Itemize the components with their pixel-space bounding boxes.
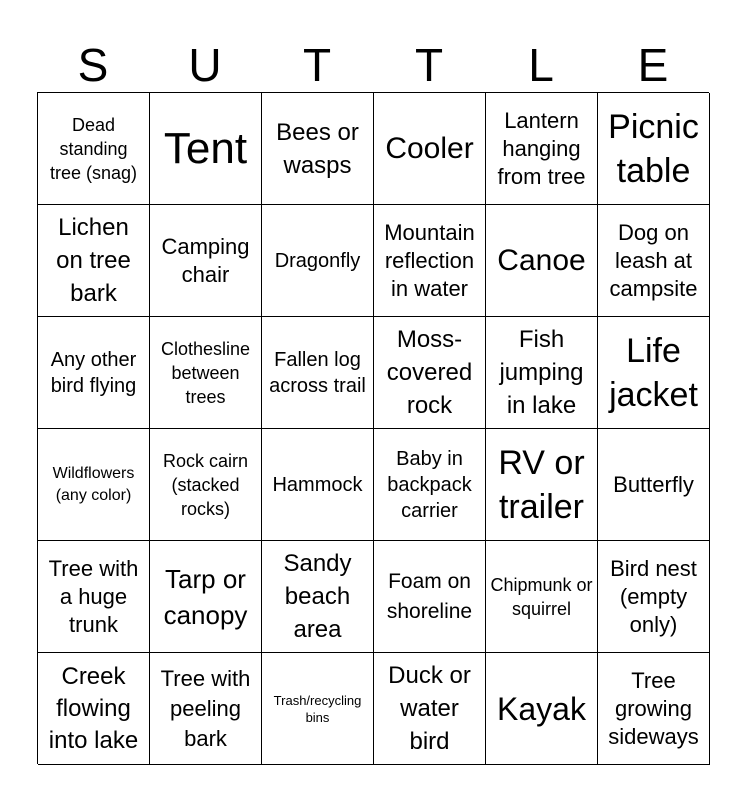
cell-text: Mountain reflection in water	[384, 219, 475, 301]
cell-text: Any other bird flying	[50, 348, 137, 397]
cell-text: Fish jumping in lake	[499, 326, 584, 419]
bingo-cell[interactable]	[598, 205, 710, 317]
header-letter: U	[188, 39, 222, 91]
header-letter: E	[637, 39, 669, 91]
cell-text: Baby in backpack carrier	[387, 447, 472, 522]
cell-text: Wildflowers (any color)	[52, 464, 135, 504]
cell-text: Trash/recycling bins	[273, 692, 362, 725]
bingo-cell[interactable]	[38, 653, 150, 765]
bingo-cell[interactable]	[262, 205, 374, 317]
header-letter: T	[302, 39, 332, 91]
cell-text: Lantern hanging from tree	[497, 107, 586, 189]
cell-text: Life jacket	[609, 331, 698, 414]
cell-text: Tree with a huge trunk	[48, 555, 139, 637]
cell-text: Foam on shoreline	[386, 569, 473, 623]
bingo-cell[interactable]	[262, 429, 374, 541]
header-letter: S	[77, 39, 109, 91]
bingo-cell[interactable]	[262, 541, 374, 653]
bingo-cell[interactable]	[598, 93, 710, 205]
cell-text: Butterfly	[613, 471, 694, 497]
bingo-cell[interactable]	[598, 429, 710, 541]
bingo-cell[interactable]	[598, 541, 710, 653]
bingo-cell[interactable]	[150, 93, 262, 205]
cell-text: Bees or wasps	[276, 118, 359, 179]
cell-text: Picnic table	[608, 107, 699, 190]
bingo-cell[interactable]	[486, 541, 598, 653]
bingo-cell[interactable]	[150, 429, 262, 541]
cell-text: Moss-covered rock	[386, 326, 473, 419]
bingo-cell[interactable]	[150, 541, 262, 653]
bingo-cell[interactable]	[374, 653, 486, 765]
cell-text: Chipmunk or squirrel	[490, 574, 593, 619]
bingo-cell[interactable]	[38, 317, 150, 429]
bingo-cell[interactable]	[486, 93, 598, 205]
cell-text: Lichen on tree bark	[56, 214, 131, 307]
bingo-grid	[37, 92, 709, 764]
bingo-cell[interactable]	[374, 317, 486, 429]
bingo-cell[interactable]	[486, 317, 598, 429]
bingo-cell[interactable]	[486, 653, 598, 765]
cell-text: Camping chair	[161, 233, 250, 287]
cell-text: Dragonfly	[274, 249, 361, 272]
bingo-cell[interactable]	[374, 541, 486, 653]
bingo-cell[interactable]	[38, 93, 150, 205]
cell-text: Tree growing sideways	[608, 667, 699, 749]
bingo-cell[interactable]	[150, 653, 262, 765]
cell-text: Sandy beach area	[283, 550, 352, 643]
bingo-cell[interactable]	[150, 205, 262, 317]
bingo-cell[interactable]	[486, 429, 598, 541]
cell-text: Cooler	[385, 131, 474, 165]
cell-text: Creek flowing into lake	[48, 662, 139, 754]
cell-text: Bird nest (empty only)	[610, 555, 697, 637]
header-letter: T	[414, 39, 444, 91]
cell-text: Rock cairn (stacked rocks)	[162, 450, 249, 519]
bingo-header	[37, 38, 709, 92]
cell-text: Dead standing tree (snag)	[49, 114, 138, 183]
bingo-cell[interactable]	[38, 429, 150, 541]
bingo-cell[interactable]	[598, 317, 710, 429]
bingo-cell[interactable]	[374, 205, 486, 317]
cell-text: Tarp or canopy	[163, 563, 248, 630]
bingo-cell[interactable]	[38, 205, 150, 317]
bingo-cell[interactable]	[262, 653, 374, 765]
cell-text: Fallen log across trail	[269, 348, 366, 397]
bingo-cell[interactable]	[374, 429, 486, 541]
cell-text: Clothesline between trees	[160, 338, 251, 407]
bingo-cell[interactable]	[38, 541, 150, 653]
cell-text: Tent	[163, 123, 248, 173]
cell-text: Canoe	[497, 243, 586, 277]
bingo-cell[interactable]	[486, 205, 598, 317]
bingo-cell[interactable]	[262, 317, 374, 429]
bingo-cell[interactable]	[150, 317, 262, 429]
cell-text: Tree with peeling bark	[160, 665, 251, 751]
header-letter: L	[528, 39, 554, 91]
cell-text: Hammock	[272, 473, 363, 496]
bingo-cell[interactable]	[262, 93, 374, 205]
cell-text: Kayak	[497, 690, 586, 727]
cell-text: Duck or water bird	[388, 662, 471, 755]
cell-text: Dog on leash at campsite	[609, 219, 698, 301]
cell-text: RV or trailer	[498, 443, 585, 526]
bingo-cell[interactable]	[598, 653, 710, 765]
bingo-cell[interactable]	[374, 93, 486, 205]
